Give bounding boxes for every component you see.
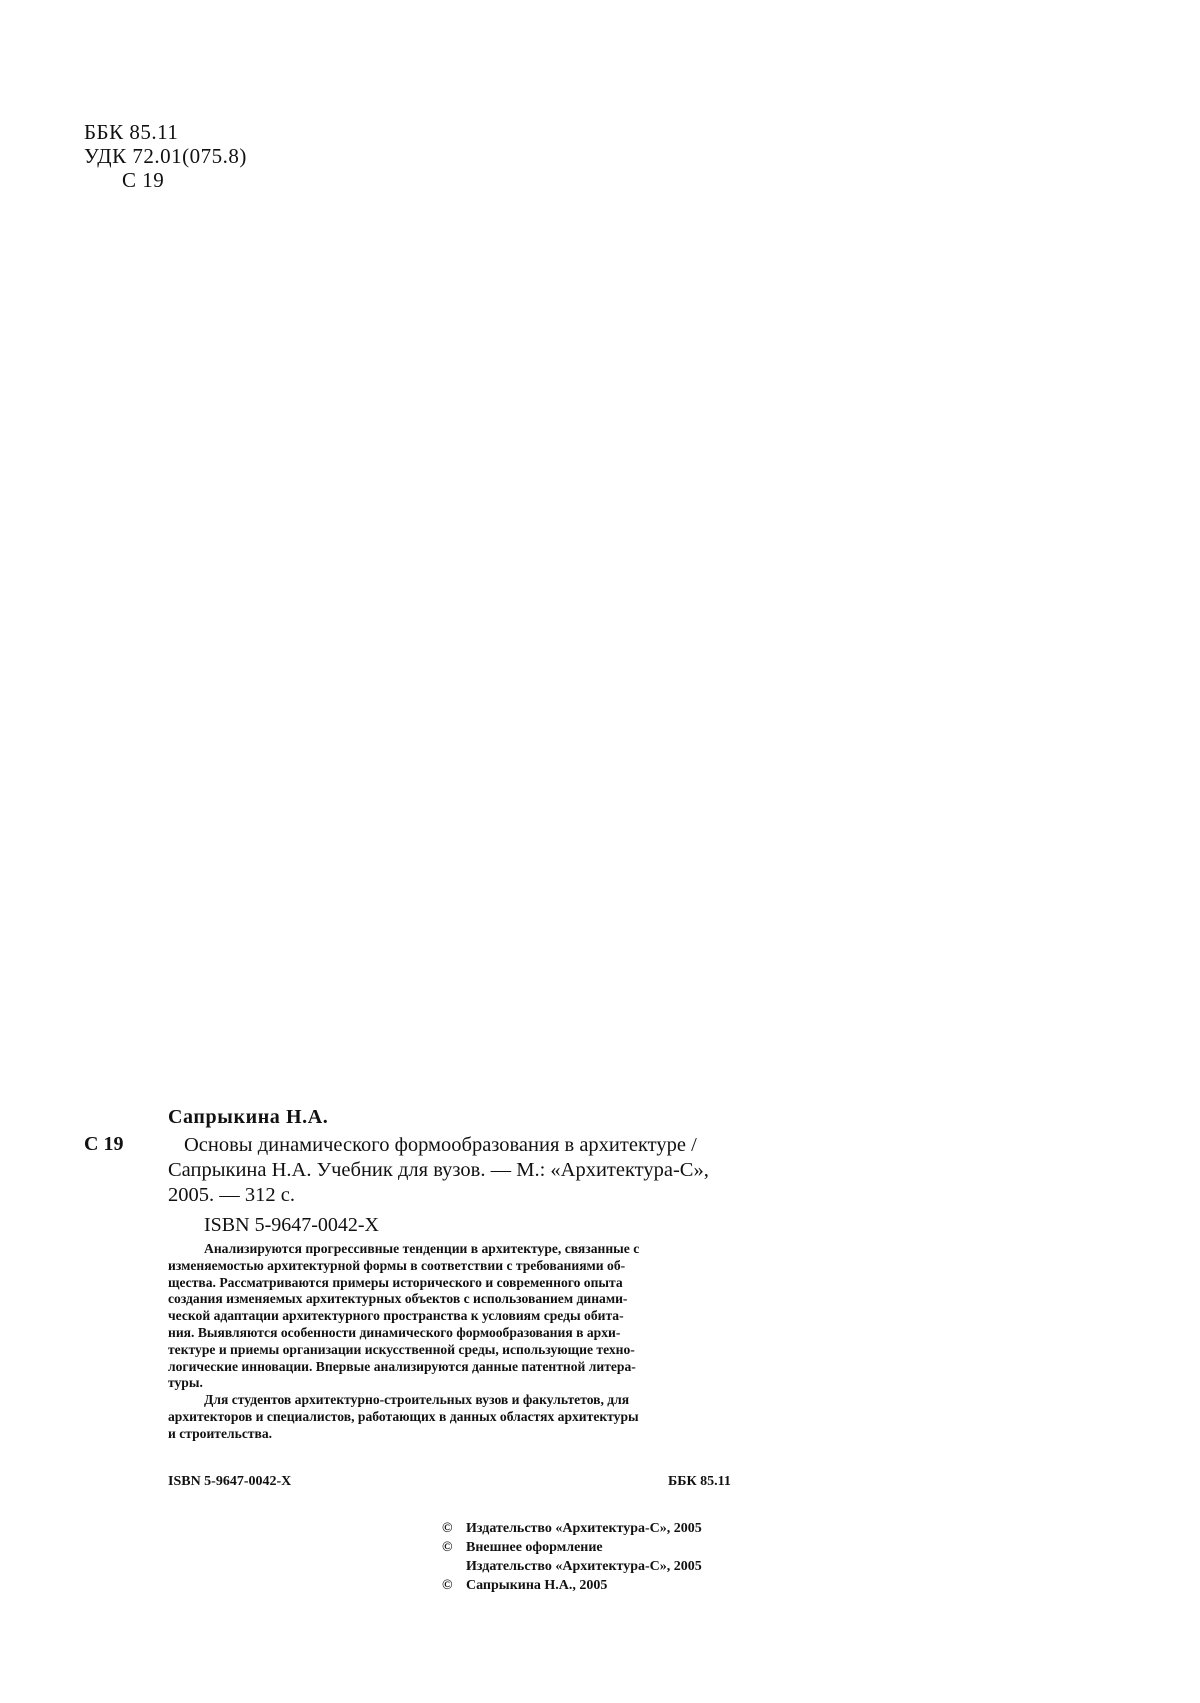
classification-block bbox=[84, 120, 247, 192]
annotation-line: изменяемостью архитектурной формы в соответствии с требованиями об- bbox=[168, 1257, 626, 1273]
copyright-icon: © bbox=[442, 1521, 453, 1536]
copyright-author: Сапрыкина Н.А., 2005 bbox=[466, 1578, 608, 1593]
isbn-bottom: ISBN 5-9647-0042-X bbox=[168, 1474, 292, 1489]
copyright-design-row bbox=[442, 1538, 702, 1557]
audience-line: архитекторов и специалистов, работающих в данных областях архитектуры bbox=[168, 1408, 639, 1424]
card-author: Сапрыкина Н.А. bbox=[168, 1106, 329, 1128]
annotation-line: туры. bbox=[168, 1375, 203, 1391]
card-author-mark: С 19 bbox=[84, 1133, 124, 1155]
audience-line: и строительства. bbox=[168, 1425, 273, 1441]
bibliographic-description bbox=[168, 1133, 758, 1208]
annotation-line: щества. Рассматриваются примеры исторического и современного опыта bbox=[168, 1274, 623, 1290]
copyright-icon: © bbox=[442, 1578, 453, 1593]
copyright-author-row bbox=[442, 1576, 702, 1595]
annotation-line: логические инновации. Впервые анализируются данные патентной литера- bbox=[168, 1358, 636, 1374]
copyright-publisher: Издательство «Архитектура-С», 2005 bbox=[466, 1521, 702, 1536]
annotation-line: ния. Выявляются особенности динамического формообразования в архи- bbox=[168, 1324, 621, 1340]
copyright-icon: © bbox=[442, 1540, 453, 1555]
annotation-line: ческой адаптации архитектурного пространства к условиям среды обита- bbox=[168, 1308, 624, 1324]
audience-line: Для студентов архитектурно-строительных вузов и факультетов, для bbox=[204, 1392, 630, 1408]
annotation-line: Анализируются прогрессивные тенденции в архитектуре, связанные с bbox=[204, 1241, 640, 1256]
isbn: ISBN 5-9647-0042-X bbox=[204, 1214, 379, 1236]
copyright-design-holder: Издательство «Архитектура-С», 2005 bbox=[466, 1559, 702, 1574]
bib-line: Сапрыкина Н.А. Учебник для вузов. — М.: «Архитектура-С», bbox=[168, 1159, 709, 1181]
bib-line: Основы динамического формообразования в архитектуре / bbox=[184, 1134, 697, 1156]
copyright-design-label: Внешнее оформление bbox=[466, 1540, 603, 1555]
annotation bbox=[168, 1241, 760, 1443]
author-mark: С 19 bbox=[122, 168, 165, 192]
copyright-block bbox=[442, 1519, 702, 1595]
udk-code: УДК 72.01(075.8) bbox=[84, 144, 247, 168]
copyright-publisher-row bbox=[442, 1519, 702, 1538]
annotation-line: создания изменяемых архитектурных объектов с использованием динами- bbox=[168, 1291, 628, 1307]
bib-line: 2005. — 312 с. bbox=[168, 1184, 295, 1206]
bbk-code: ББК 85.11 bbox=[84, 120, 179, 144]
annotation-line: тектуре и приемы организации искусственной среды, использующие техно- bbox=[168, 1341, 635, 1357]
bbk-bottom: ББК 85.11 bbox=[668, 1474, 731, 1489]
